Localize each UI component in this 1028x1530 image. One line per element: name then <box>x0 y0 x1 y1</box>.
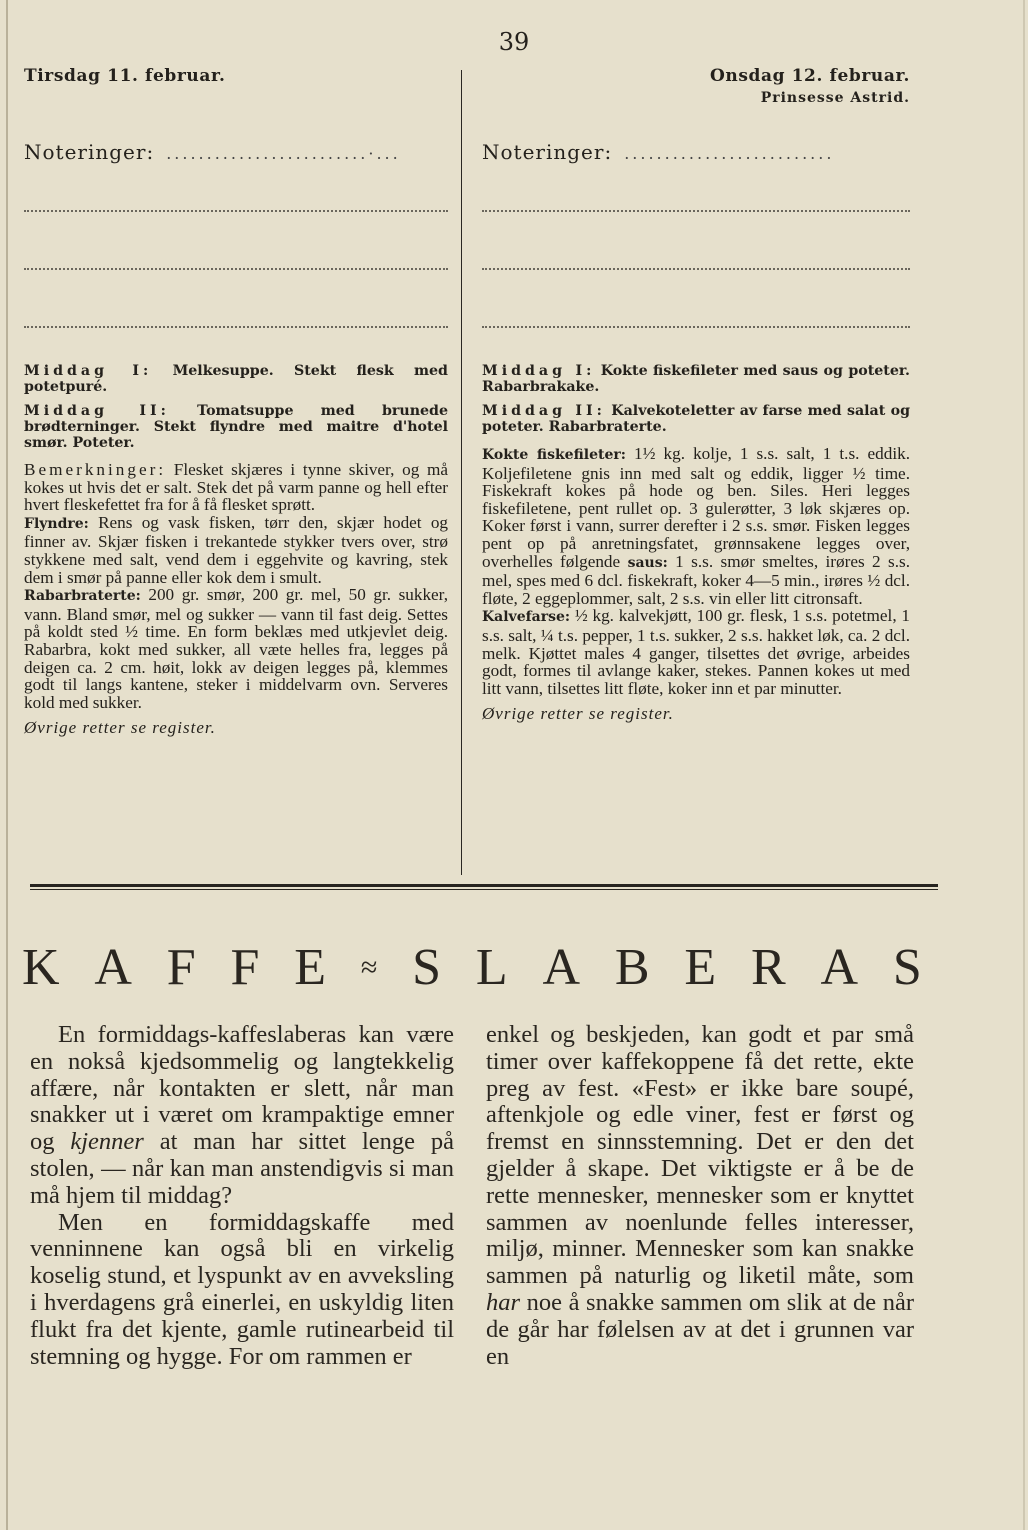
recipe-flyndre: Flyndre: Rens og vask fisken, tørr den, skjær hodet og finner av. Skjær fisken i trekantede stykker tvers over, strø stykkene med salt, vend dem i eggehvite og kavring, stek dem i smør på panne eller kok dem i smult. <box>24 512 449 587</box>
notes-label: Noteringer: <box>24 140 155 164</box>
notes-line <box>24 208 448 212</box>
dinner-menu-1: Middag I: Melkesuppe. Stekt flesk med potetpuré. <box>24 363 448 395</box>
dinner-menu-2: Middag II: Tomatsuppe med brunede brødterninger. Stekt flyndre med maitre d'hotel smør. Poteter. <box>24 403 449 451</box>
recipe-fiskefileter: Kokte fiskefileter: 1½ kg. kolje, 1 s.s. salt, 1 t.s. eddik. Koljefiletene gnis inn med salt og eddik, ligger ½ time. Fiskekraft kokes på hode og ben. Siles. Heri legges fiskefiletene, pent rullet op. 3 gulerøtter, 3 løk skjæres op. Koker først i vann, surrer derefter i 2 s.s. smør. Fisken legges pent op på anretningsfatet, grønnsakene legges over, overhelles følgende saus: 1 s.s. smør smeltes, irøres 2 s.s. mel, spes med 6 dcl. fiskekraft, koker 4—5 min., irøres ½ dcl. fløte, 2 eggeplommer, salt, 2 s.s. vin eller litt citronsaft. <box>482 444 911 608</box>
notes-line <box>482 208 910 212</box>
recipe-rabarbraterte: Rabarbraterte: 200 gr. smør, 200 gr. mel, 50 gr. sukker, vann. Bland smør, mel og sukker — vann til fast deig. Settes på koldt sted ½ time. En form beklæs med utkjevlet deig. Rabarbra, kokt med sukker, all væte helles fra, legges på deigen ca. 2 cm. høit, lokk av deigen legges på, klemmes godt til langs kantene, steker i middelvarm ovn. Serveres kold med sukker. <box>24 585 449 712</box>
other-dishes-note: Øvrige retter se register. <box>482 704 674 724</box>
remarks: Bemerkninger: Flesket skjæres i tynne skiver, og må kokes ut hvis det er salt. Stek det på varm panne og hell efter hvert fleskefettet fra for å få flesket sprøtt. <box>24 460 448 515</box>
date-heading: Tirsdag 11. februar. <box>24 66 226 86</box>
recipe-text <box>24 461 448 737</box>
article-column-left <box>30 1022 454 1370</box>
notes-label: Noteringer: <box>482 140 613 164</box>
dinner-menu-2: Middag II: Kalvekoteletter av farse med salat og poteter. Rabarbraterte. <box>482 403 911 435</box>
other-dishes-note: Øvrige retter se register. <box>24 718 216 738</box>
day-column-wednesday <box>482 66 911 724</box>
section-rule <box>30 889 938 890</box>
column-divider <box>461 70 462 875</box>
notes-field <box>24 140 448 164</box>
notes-field <box>482 140 910 164</box>
notes-line <box>24 266 448 270</box>
article-paragraph: En formiddags-kaffeslaberas kan være en nokså kjedsommelig og langtekkelig affære, når kontakten er slett, når man snakker ut i været om krampaktige emner og kjenner at man har sittet lenge på stolen, — når kan man anstendigvis si man må hjem til middag? <box>30 1021 455 1209</box>
notes-line <box>482 324 910 328</box>
section-rule <box>30 884 938 887</box>
page-edge <box>1023 0 1025 1530</box>
page-number: 39 <box>498 28 530 56</box>
article-headline: K A F F E ≈ S L A B E R A S <box>22 939 922 996</box>
notes-line <box>482 266 910 270</box>
date-heading: Onsdag 12. februar. <box>709 66 910 86</box>
notes-dots: .........................·... <box>166 144 401 163</box>
menu-block <box>24 363 448 737</box>
day-column-tuesday <box>24 66 449 738</box>
dinner-menu-1: Middag I: Kokte fiskefileter med saus og poteter. Rabarbrakake. <box>482 363 910 395</box>
recipe-kalvefarse: Kalvefarse: ½ kg. kalvekjøtt, 100 gr. flesk, 1 s.s. potetmel, 1 s.s. salt, ¼ t.s. pepper, 1 t.s. sukker, 2 s.s. hakket løk, ca. 2 dcl. melk. Kjøttet males 4 ganger, tilsettes det øvrige, arbeides godt, formes til avlange kaker, stekes. Pannen kokes ut med litt vann, tilsettes litt fløte, koker inn et par minutter. <box>482 606 910 698</box>
notes-dots: .......................... <box>624 144 835 163</box>
article-column-right <box>486 1022 914 1370</box>
article-paragraph: Men en formiddagskaffe med venninnene kan også bli en virkelig koselig stund, et lyspunkt av en avveksling i hverdagens grå einerlei, en uskyldig liten flukt fra det kjente, gamle rutinearbeid til stemning og hygge. For om rammen er <box>30 1208 454 1370</box>
menu-block <box>482 363 910 723</box>
recipe-text <box>482 445 910 723</box>
name-day: Prinsesse Astrid. <box>760 90 910 106</box>
notes-line <box>24 324 448 328</box>
article-paragraph: enkel og beskjeden, kan godt et par små timer over kaffekoppene få det rette, ekte preg av fest. «Fest» er ikke bare soupé, aftenkjole og edle viner, fest er først og fremst en sinnsstemning. Det er den det gjelder å skape. Det viktigste er å be de rette mennesker, mennesker som er knyttet sammen av noenlunde felles interesser, miljø, minner. Mennesker som kan snakke sammen på naturlig og liketil måte, som har noe å snakke sammen om slik at de når de går har følelsen av at det i grunnen var en <box>486 1021 915 1370</box>
page-edge <box>6 0 8 1530</box>
